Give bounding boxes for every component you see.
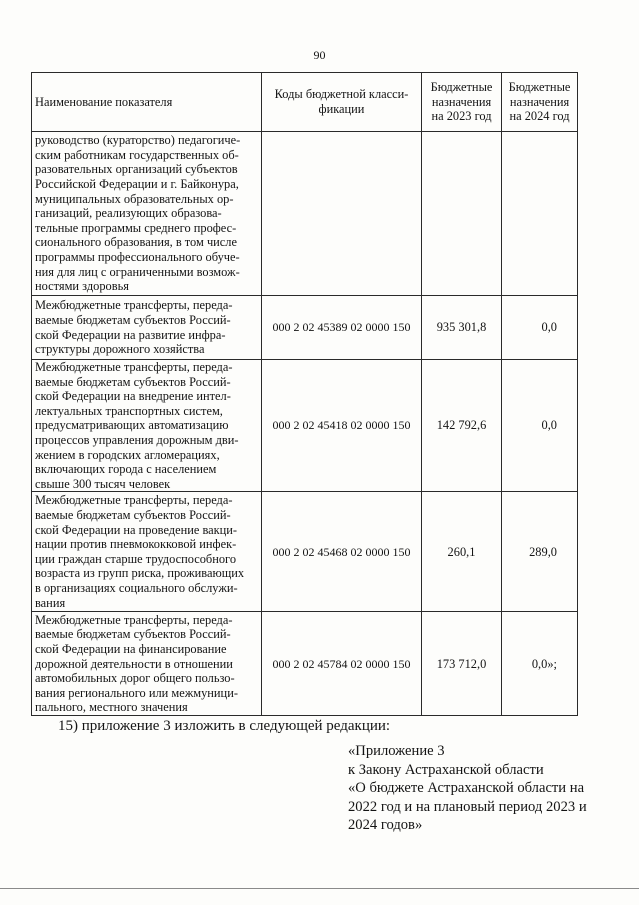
row-code — [262, 132, 422, 296]
row-name: руководство (кураторство) педагогиче- ским работникам государственных об- разовательных организаций субъектов Российской Федерации и г. Байконура, муниципальных образовательных ор- ганизаций, реализующих образова- тельные программы среднего профес- сионального образования, в том числе программы профессионального обуче- ния для лиц с ограниченными возмож- ностями здоровья — [32, 132, 262, 296]
header-indicator-name: Наименование показателя — [32, 73, 262, 132]
page-bottom-rule — [0, 888, 639, 889]
header-year-2023: Бюджетные назначения на 2023 год — [422, 73, 502, 132]
table-row — [32, 612, 578, 716]
appendix-line: «О бюджете Астраханской области на — [348, 780, 585, 797]
row-value-2023: 260,1 — [422, 492, 502, 612]
row-code: 000 2 02 45389 02 0000 150 — [262, 296, 422, 360]
row-code: 000 2 02 45468 02 0000 150 — [262, 492, 422, 612]
row-name: Межбюджетные трансферты, переда- ваемые бюджетам субъектов Россий- ской Федерации на внедрение интел- лектуальных транспортных систем, предусматривающих автоматизацию процессов управления дорожным дви- жением в городских агломерациях, включающих города с населением свыше 300 тысяч человек — [32, 360, 262, 492]
row-value-2024: 289,0 — [502, 492, 578, 612]
appendix-line: «Приложение 3 — [348, 743, 445, 759]
row-value-2023: 142 792,6 — [422, 360, 502, 492]
item-15-instruction: 15) приложение 3 изложить в следующей редакции: — [58, 718, 391, 734]
page-number: 90 — [313, 48, 326, 62]
row-name: Межбюджетные трансферты, переда- ваемые бюджетам субъектов Россий- ской Федерации на развитие инфра- структуры дорожного хозяйства — [32, 296, 262, 360]
row-value-2023: 935 301,8 — [422, 296, 502, 360]
row-code: 000 2 02 45418 02 0000 150 — [262, 360, 422, 492]
row-name: Межбюджетные трансферты, переда- ваемые бюджетам субъектов Россий- ской Федерации на финансирование дорожной деятельности в отношении автомобильных дорог общего пользо- вания регионального или межмуници- пального, местного значения — [32, 612, 262, 716]
header-budget-codes: Коды бюджетной класси- фикации — [262, 73, 422, 132]
row-name: Межбюджетные трансферты, переда- ваемые бюджетам субъектов Россий- ской Федерации на проведение вакци- нации против пневмококковой инфек- ции граждан старше трудоспособного возраста из групп риска, проживающих в организациях социального обслужи- вания — [32, 492, 262, 612]
row-value-2024: 0,0 — [502, 296, 578, 360]
row-value-2024 — [502, 132, 578, 296]
row-value-2023 — [422, 132, 502, 296]
table-header-row — [32, 73, 578, 132]
header-year-2024: Бюджетные назначения на 2024 год — [502, 73, 578, 132]
appendix-heading — [348, 742, 587, 835]
table-row — [32, 360, 578, 492]
appendix-line: 2024 годов» — [348, 817, 423, 834]
table-row — [32, 296, 578, 360]
table-row — [32, 492, 578, 612]
appendix-line: к Закону Астраханской области — [348, 761, 544, 778]
row-value-2024: 0,0 — [502, 360, 578, 492]
row-value-2023: 173 712,0 — [422, 612, 502, 716]
row-code: 000 2 02 45784 02 0000 150 — [262, 612, 422, 716]
budget-table — [31, 72, 578, 716]
table-row — [32, 132, 578, 296]
appendix-line: 2022 год и на плановый период 2023 и — [348, 798, 587, 815]
row-value-2024: 0,0»; — [502, 612, 578, 716]
